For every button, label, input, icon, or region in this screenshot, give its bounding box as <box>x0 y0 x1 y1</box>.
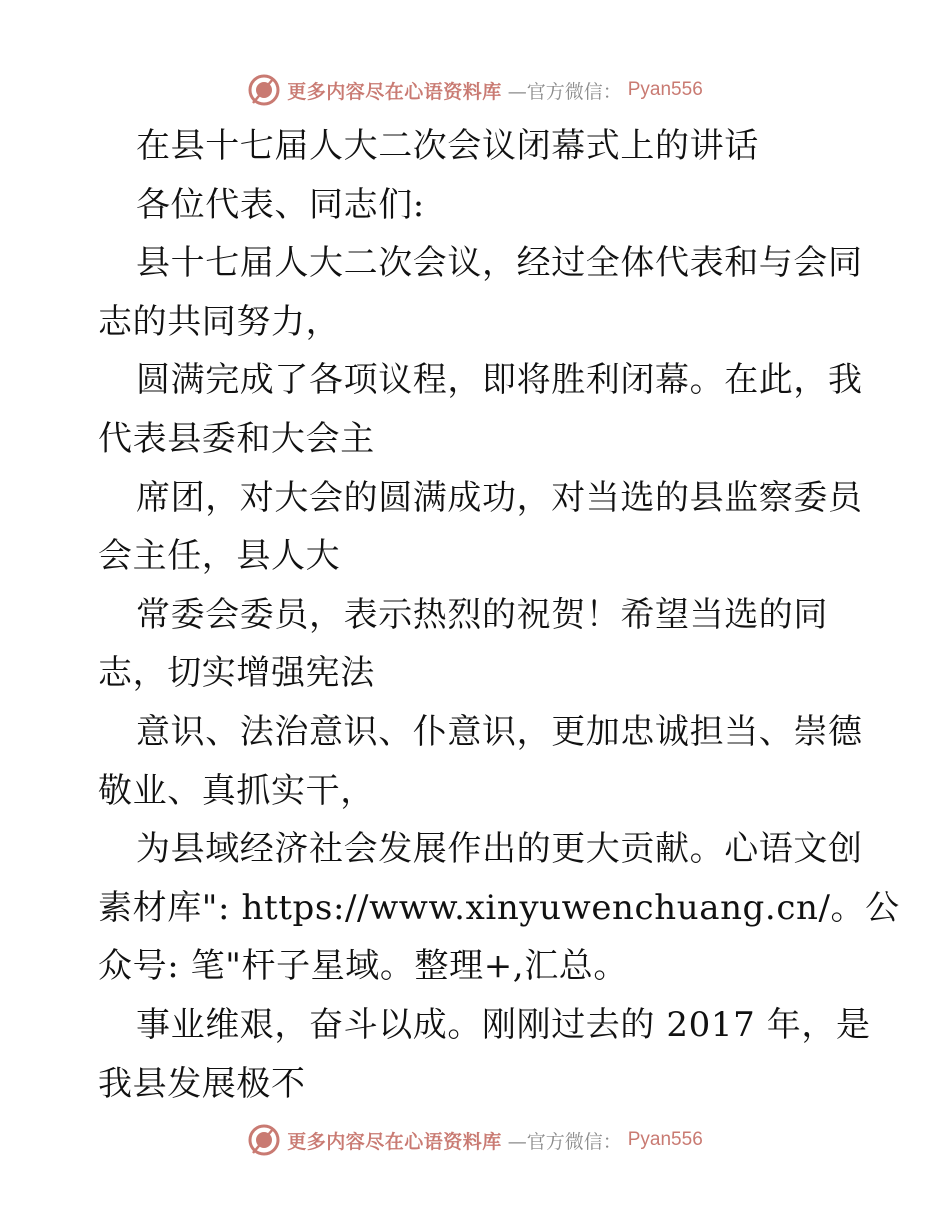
text-line: 众号: 笔"杆子星域。整理+,汇总。 <box>98 946 628 987</box>
header-watermark <box>0 70 950 110</box>
text-line: 敬业、真抓实干， <box>98 770 375 811</box>
paragraph <box>98 996 871 1113</box>
text-line: 常委会委员，表示热烈的祝贺！希望当选的同 <box>136 594 828 635</box>
watermark-main-text: 更多内容尽在心语资料库 <box>287 80 502 103</box>
document-title <box>98 117 858 176</box>
quill-logo-icon <box>247 1123 281 1157</box>
watermark-sub-text: —官方微信： <box>507 80 622 103</box>
watermark-wechat-id: Pyan556 <box>627 1129 703 1150</box>
text-line: 素材库": https://www.xinyuwenchuang.cn/。公 <box>98 887 900 928</box>
paragraph <box>98 820 900 996</box>
text-line: 志，切实增强宪法 <box>98 653 375 694</box>
watermark-sub-text: —官方微信： <box>507 1130 622 1153</box>
text-line: 圆满完成了各项议程，即将胜利闭幕。在此，我 <box>136 360 863 401</box>
paragraph <box>98 234 863 351</box>
text-line: 各位代表、同志们: <box>136 184 425 225</box>
text-line: 会主任，县人大 <box>98 536 341 577</box>
paragraph <box>98 703 863 820</box>
document-body <box>98 117 900 1113</box>
watermark-main-text: 更多内容尽在心语资料库 <box>287 1130 502 1153</box>
text-line: 为县域经济社会发展作出的更大贡献。心语文创 <box>136 829 863 870</box>
text-line: 代表县委和大会主 <box>98 418 375 459</box>
paragraph <box>98 586 858 703</box>
paragraph <box>98 351 863 468</box>
text-line: 在县十七届人大二次会议闭幕式上的讲话 <box>136 126 759 166</box>
text-line: 我县发展极不 <box>98 1063 306 1104</box>
footer-watermark <box>0 1120 950 1160</box>
watermark-wechat-id: Pyan556 <box>627 79 703 100</box>
salutation <box>98 176 858 235</box>
text-line: 意识、法治意识、仆意识，更加忠诚担当、崇德 <box>136 711 863 752</box>
text-line: 志的共同努力， <box>98 301 341 342</box>
text-line: 事业维艰，奋斗以成。刚刚过去的 2017 年，是 <box>136 1004 871 1045</box>
paragraph <box>98 469 863 586</box>
text-line: 县十七届人大二次会议，经过全体代表和与会同 <box>136 243 863 284</box>
text-line: 席团，对大会的圆满成功，对当选的县监察委员 <box>136 477 863 518</box>
quill-logo-icon <box>247 73 281 107</box>
